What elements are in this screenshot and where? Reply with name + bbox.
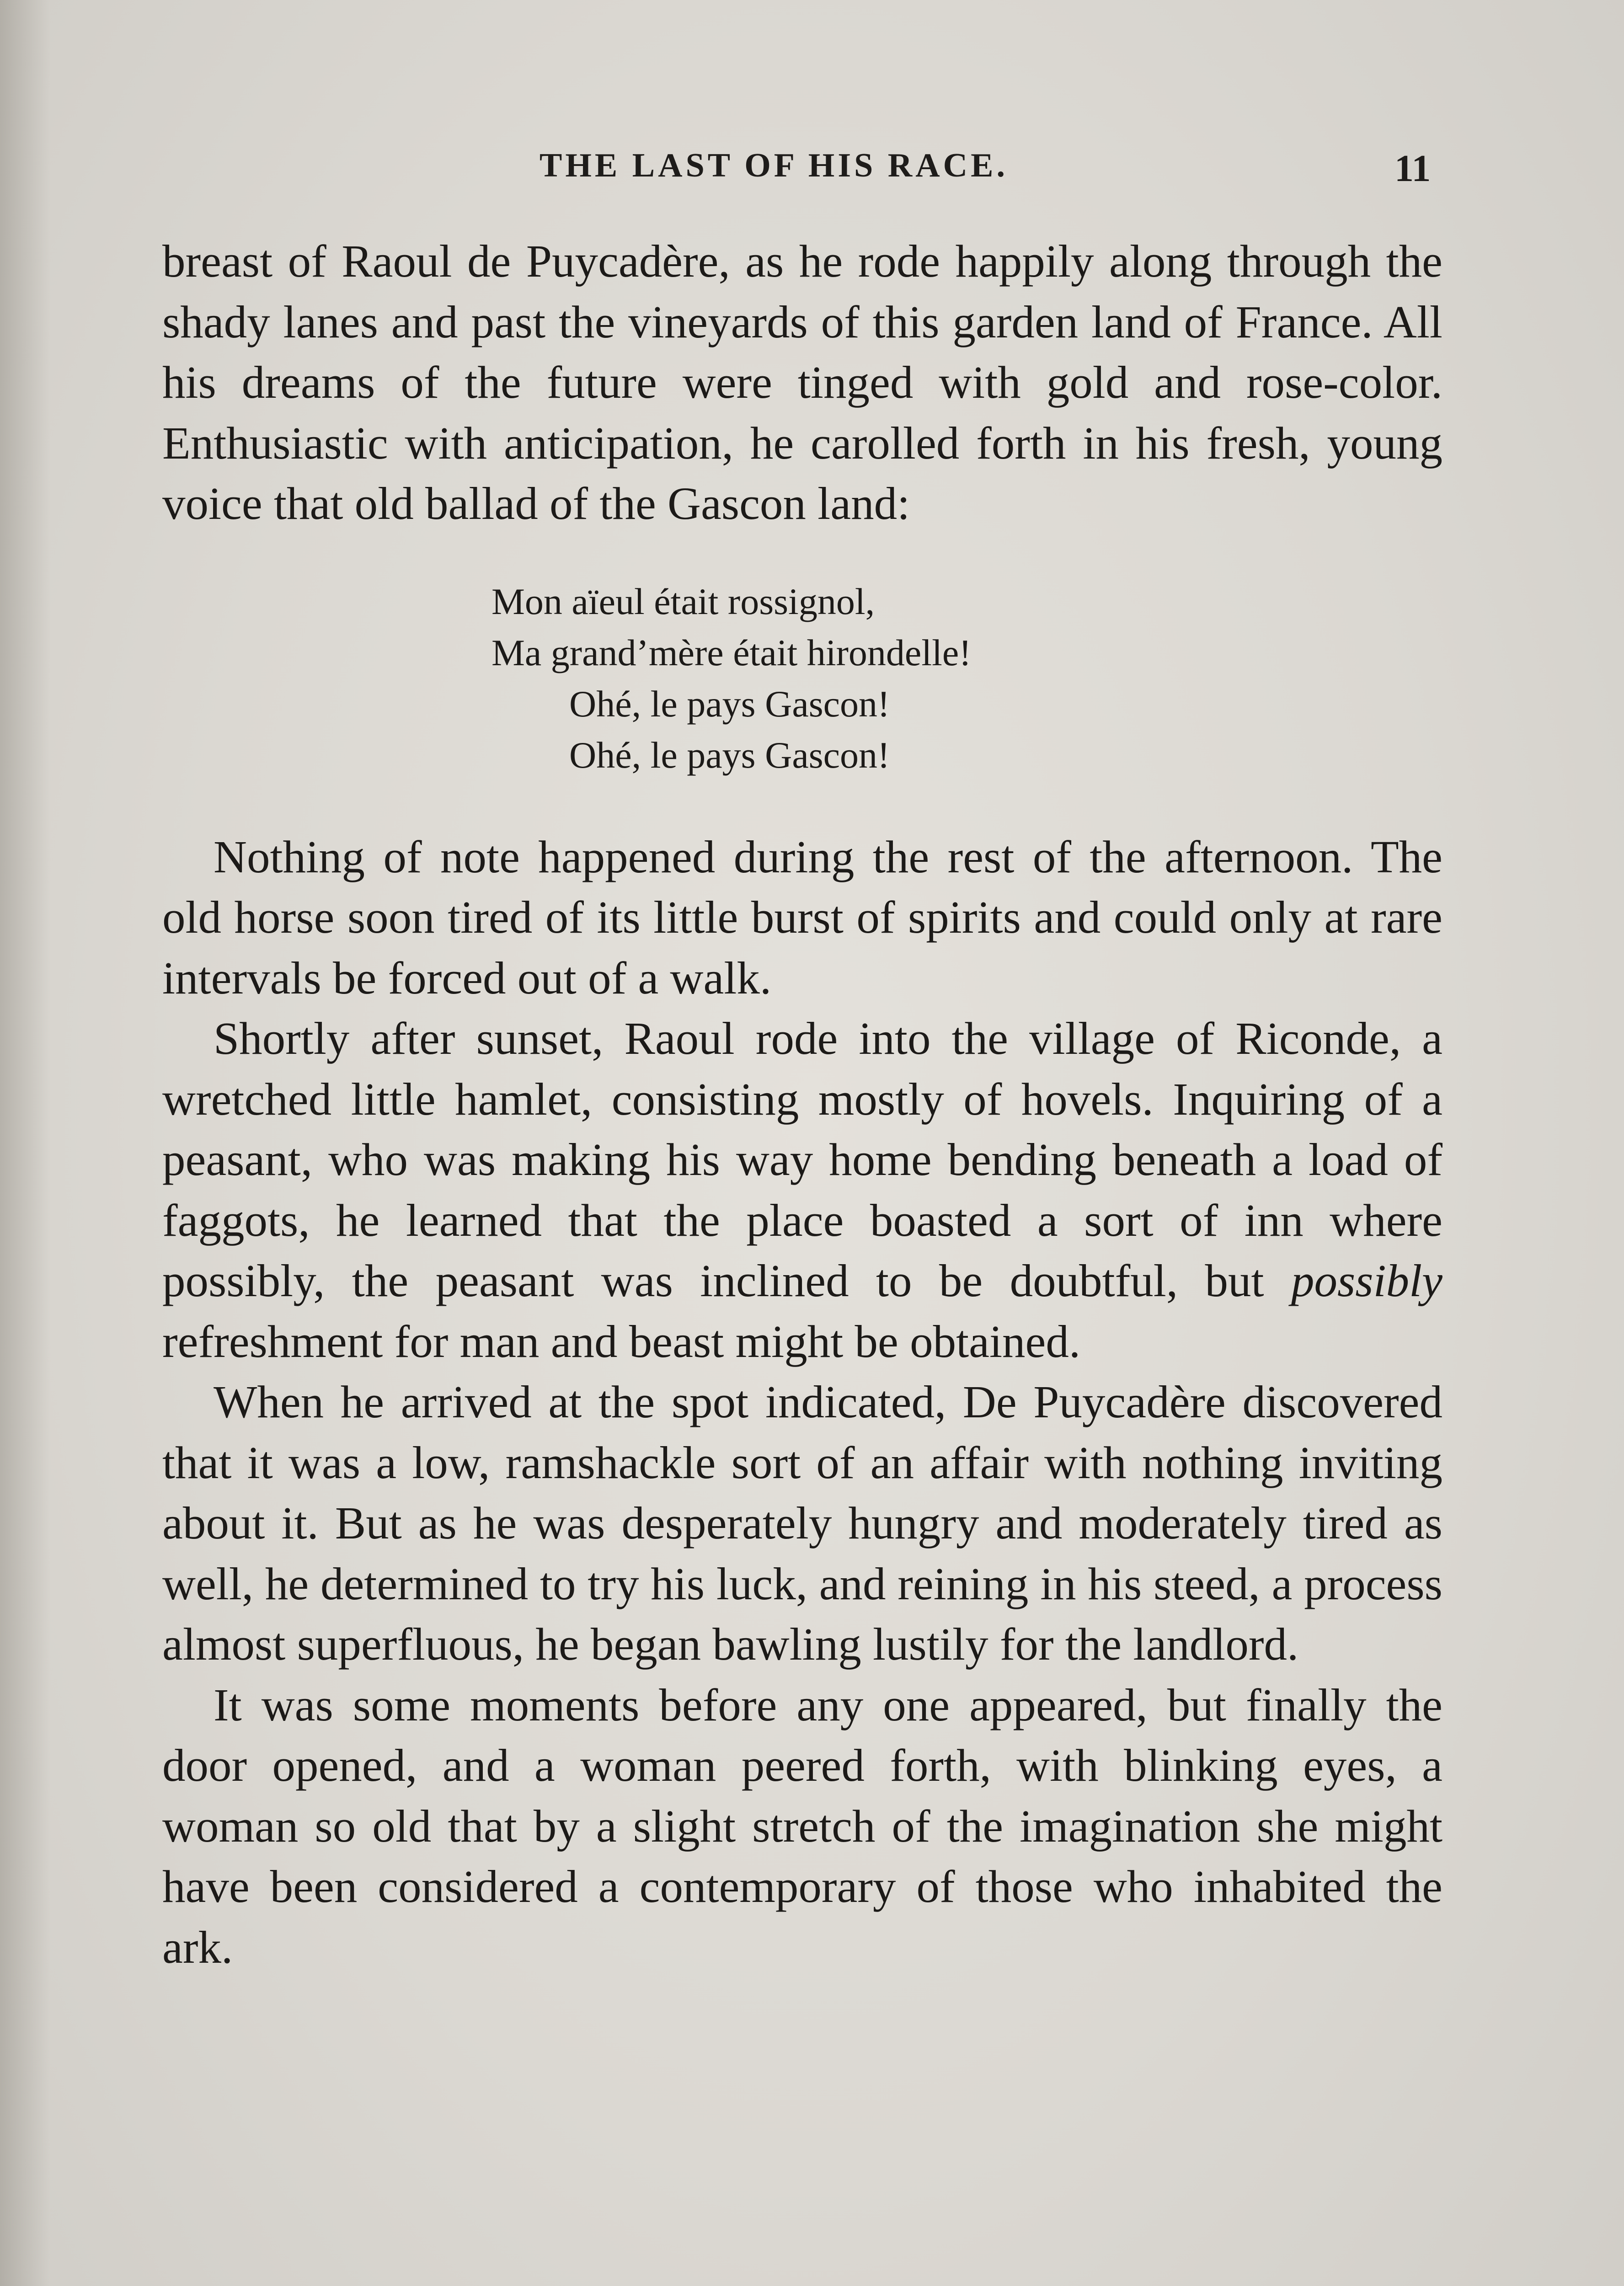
paragraph-text: Shortly after sunset, Raoul rode into the village of Riconde, a wretched little hamlet, consisting mostly of hovels. Inquiring of a peasant, who was making his way home bending beneath a load of faggots, he learned that the place boasted a sort of inn where possibly, the peasant was inclined to be doubtful, but	[162, 1013, 1442, 1306]
verse-block	[162, 534, 1442, 827]
verse-line: Ohé, le pays Gascon!	[569, 734, 890, 776]
paragraph: Nothing of note happened during the rest of the afternoon. The old horse soon tired of its little burst of spirits and could only at rare intervals be forced out of a walk.	[162, 831, 1442, 1004]
verse-line: Ohé, le pays Gascon!	[569, 683, 890, 725]
emphasized-word: possibly	[1291, 1255, 1443, 1306]
paragraph: It was some moments before any one appeared, but finally the door opened, and a woman peered forth, with blinking eyes, a woman so old that by a slight stretch of the imagination she might have been considered a contemporary of those who inhabited the ark.	[162, 1679, 1442, 1973]
body-text	[162, 231, 1442, 1977]
paragraph-continued: breast of Raoul de Puycadère, as he rode happily along through the shady lanes and past the vineyards of this garden land of France. All his dreams of the future were tinged with gold and rose-color. Enthusiastic with anticipation, he carolled forth in his fresh, young voice that old ballad of the Gascon land:	[162, 235, 1442, 529]
page-gutter-shadow	[0, 0, 50, 2286]
verse-line: Ma grand’mère était hirondelle!	[491, 631, 972, 673]
verse-line: Mon aïeul était rossignol,	[491, 580, 875, 622]
page-number: 11	[1394, 147, 1431, 190]
paragraph: When he arrived at the spot indicated, De Puycadère discovered that it was a low, ramshackle sort of an affair with nothing inviting about it. But as he was desperately hungry and moderately tired as well, he determined to try his luck, and reining in his steed, a process almost superfluous, he began bawling lustily for the landlord.	[162, 1376, 1442, 1670]
running-title: THE LAST OF HIS RACE.	[540, 147, 1008, 184]
paragraph-text-end: refreshment for man and beast might be obtained.	[162, 1315, 1081, 1367]
paragraph	[162, 1008, 1442, 1372]
running-header	[0, 146, 1624, 192]
